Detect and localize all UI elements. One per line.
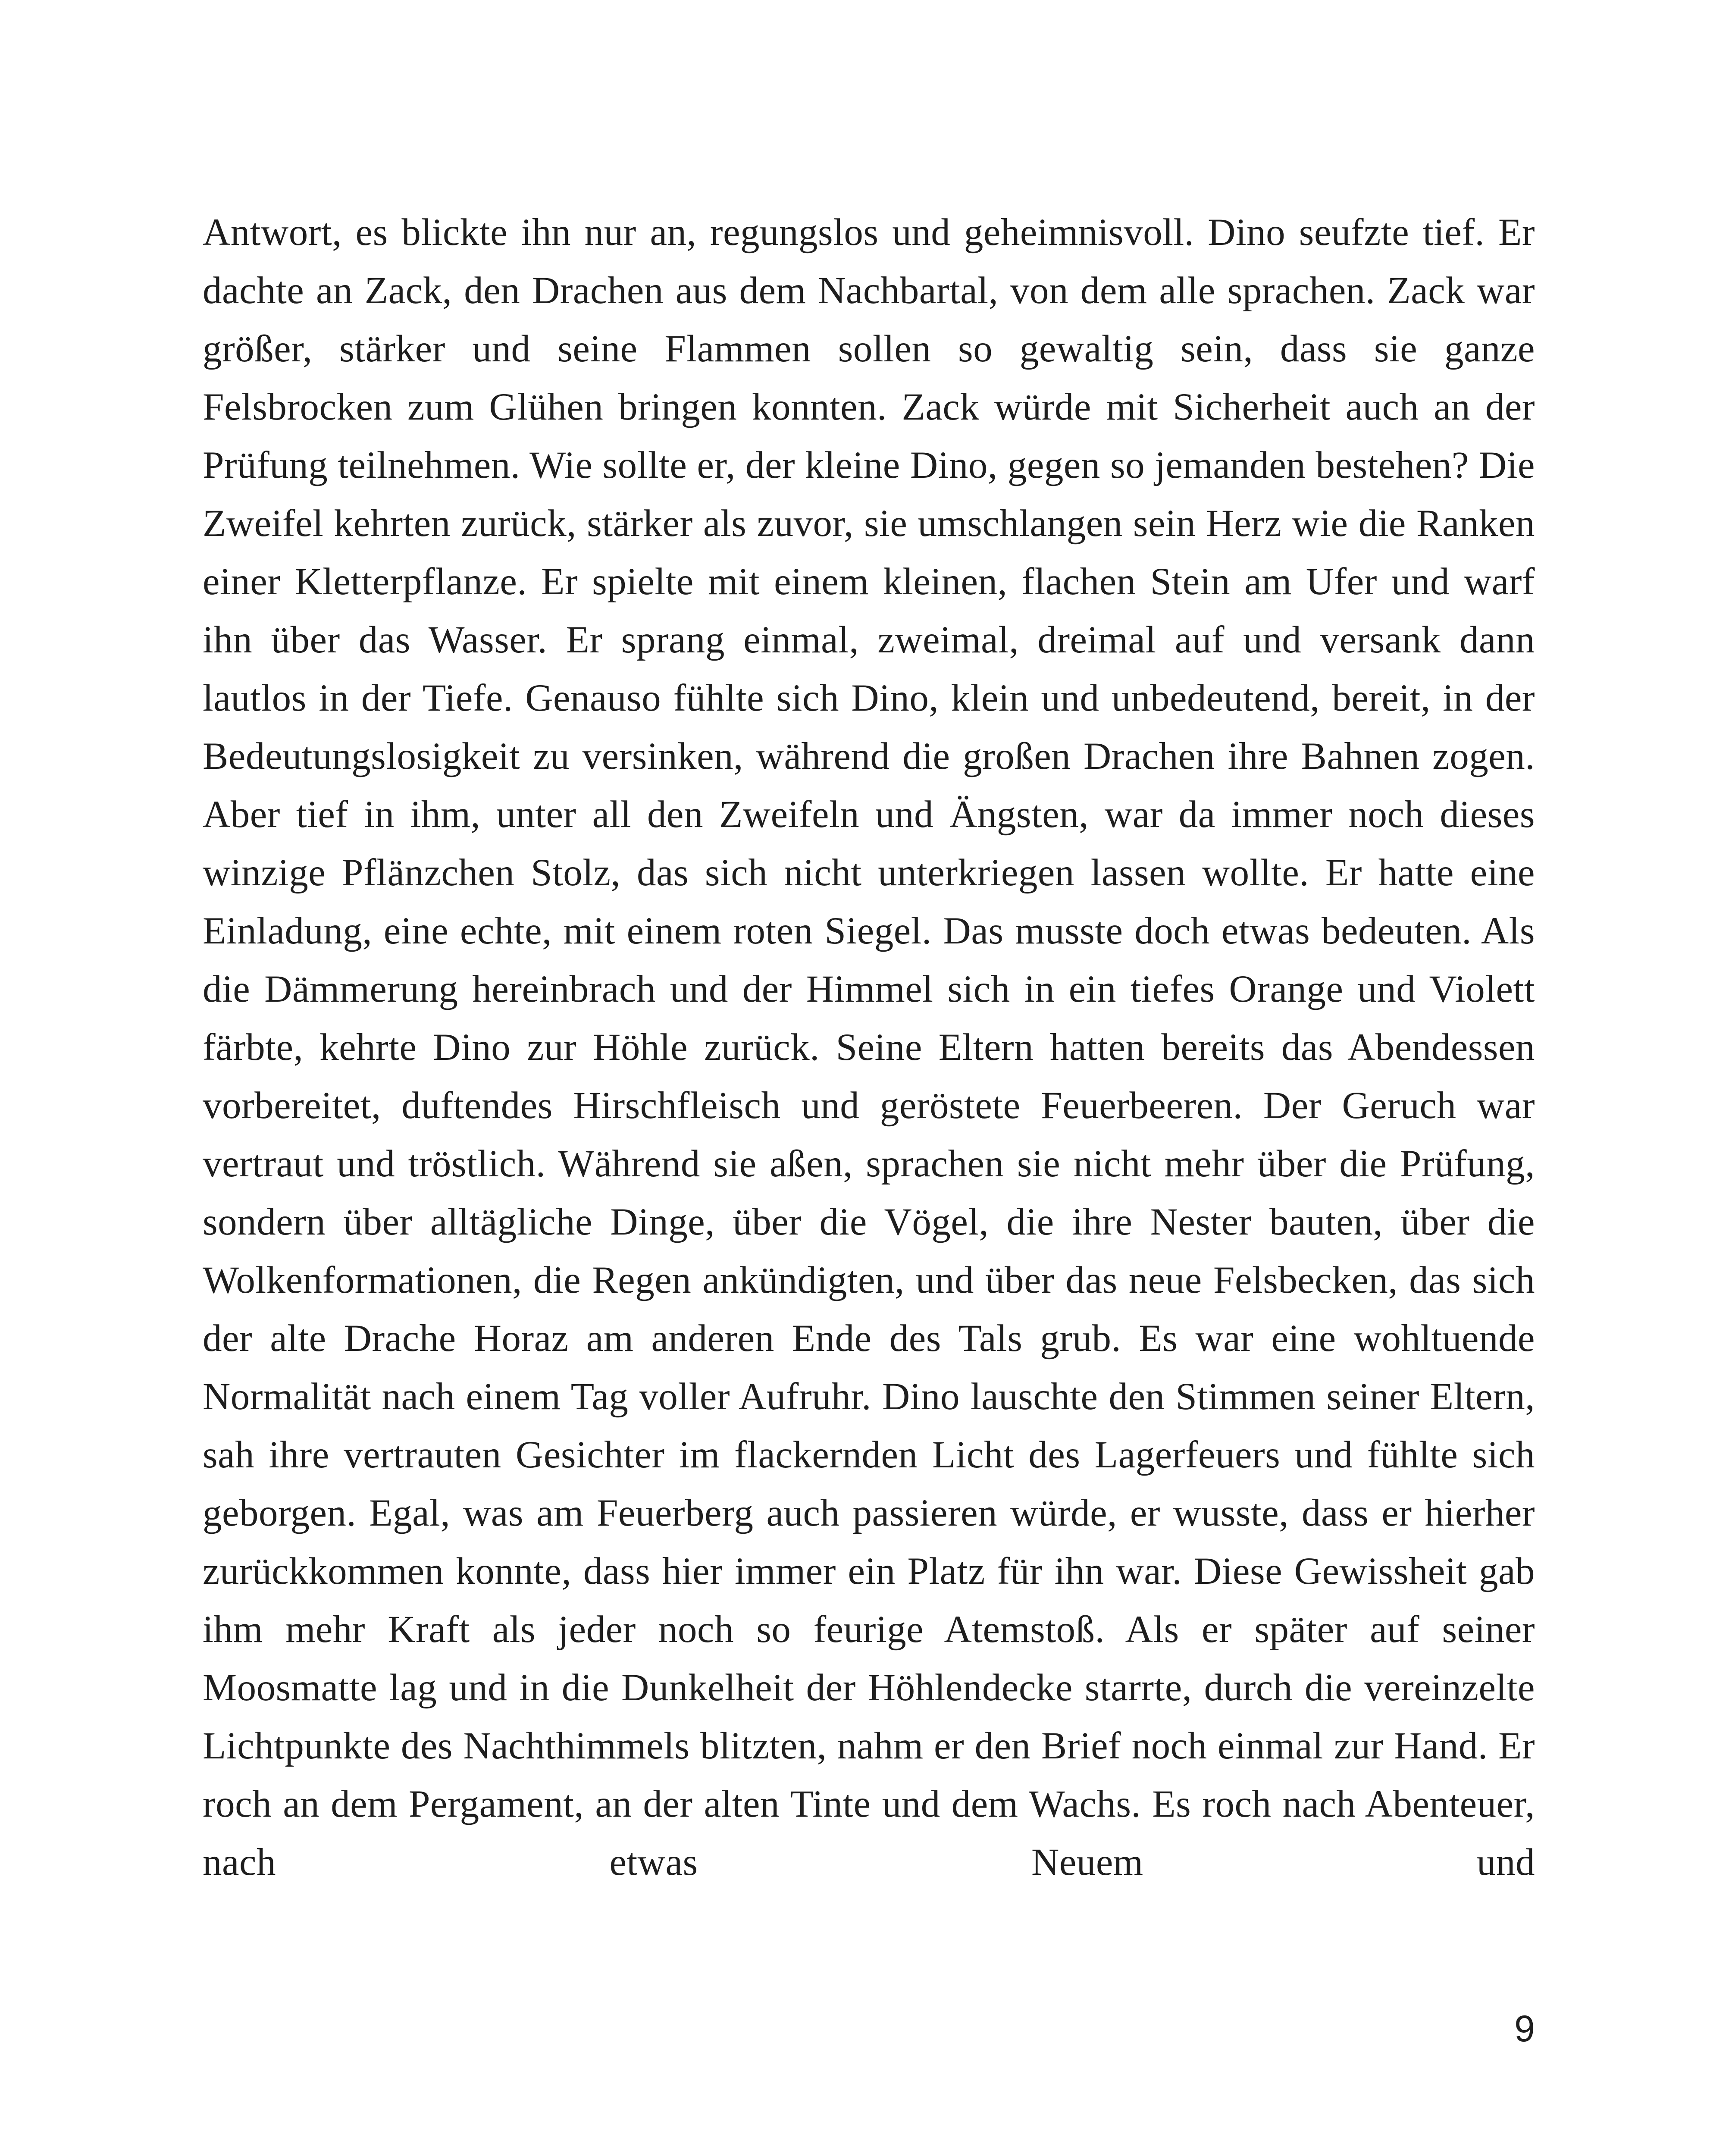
page-number: 9 [1514,2008,1535,2049]
body-paragraph: Antwort, es blickte ihn nur an, regungslos und geheimnisvoll. Dino seufzte tief. Er dachte an Zack, den Drachen aus dem Nachbartal, von dem alle sprachen. Zack war größer, stärker und seine Flammen sollen so gewaltig sein, dass sie ganze Felsbrocken zum Glühen bringen konnten. Zack würde mit Sicherheit auch an der Prüfung teilnehmen. Wie sollte er, der kleine Dino, gegen so jemanden bestehen? Die Zweifel kehrten zurück, stärker als zuvor, sie umschlangen sein Herz wie die Ranken einer Kletterpflanze. Er spielte mit einem kleinen, flachen Stein am Ufer und warf ihn über das Wasser. Er sprang einmal, zweimal, dreimal auf und versank dann lautlos in der Tiefe. Genauso fühlte sich Dino, klein und unbedeutend, bereit, in der Bedeutungslosigkeit zu versinken, während die großen Drachen ihre Bahnen zogen. Aber tief in ihm, unter all den Zweifeln und Ängsten, war da immer noch dieses winzige Pflänzchen Stolz, das sich nicht unterkriegen lassen wollte. Er hatte eine Einladung, eine echte, mit einem roten Siegel. Das musste doch etwas bedeuten. Als die Dämmerung hereinbrach und der Himmel sich in ein tiefes Orange und Violett färbte, kehrte Dino zur Höhle zurück. Seine Eltern hatten bereits das Abendessen vorbereitet, duftendes Hirschfleisch und geröstete Feuerbeeren. Der Geruch war vertraut und tröstlich. Während sie aßen, sprachen sie nicht mehr über die Prüfung, sondern über alltägliche Dinge, über die Vögel, die ihre Nester bauten, über die Wolkenformationen, die Regen ankündigten, und über das neue Felsbecken, das sich der alte Drache Horaz am anderen Ende des Tals grub. Es war eine wohltuende Normalität nach einem Tag voller Aufruhr. Dino lauschte den Stimmen seiner Eltern, sah ihre vertrauten Gesichter im flackernden Licht des Lagerfeuers und fühlte sich geborgen. Egal, was am Feuerberg auch passieren würde, er wusste, dass er hierher zurückkommen konnte, dass hier immer ein Platz für ihn war. Diese Gewissheit gab ihm mehr Kraft als jeder noch so feurige Atemstoß. Als er später auf seiner Moosmatte lag und in die Dunkelheit der Höhlendecke starrte, durch die vereinzelte Lichtpunkte des Nachthimmels blitzten, nahm er den Brief noch einmal zur Hand. Er roch an dem Pergament, an der alten Tinte und dem Wachs. Es roch nach Abenteuer, nach etwas Neuem und [203,211,1535,1883]
